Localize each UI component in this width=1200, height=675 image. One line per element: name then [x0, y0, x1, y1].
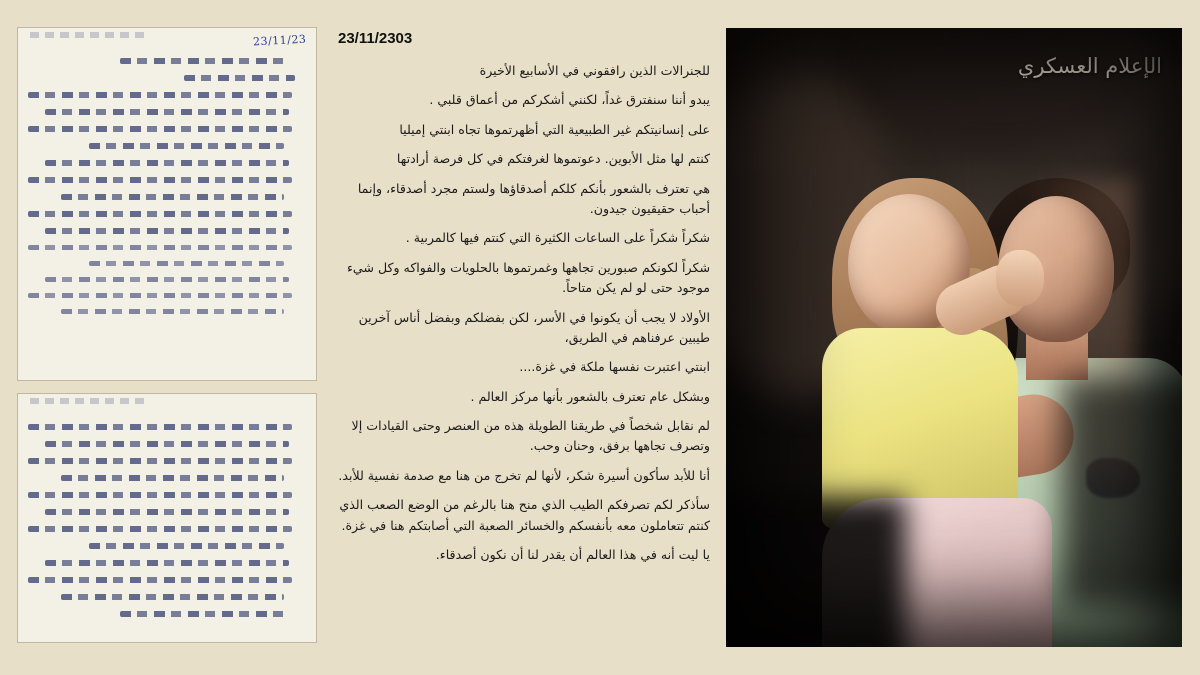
transcript-paragraph: شكراً شكراً على الساعات الكثيرة التي كنتم فيها كالمربية .	[405, 230, 710, 246]
handwriting-line	[45, 509, 290, 515]
page-header-scribble	[30, 32, 150, 38]
handwritten-letter-column	[18, 28, 316, 648]
transcript-date: 23/11/2303	[338, 30, 413, 47]
handwriting-line	[120, 611, 287, 617]
transcript-paragraph: هي تعترف بالشعور بأنكم كلكم أصدقاؤها ولستم مجرد أصدقاء، وإنما أحباب حقيقيون جيدون.	[357, 180, 710, 216]
transcript-paragraph: يا ليت أنه في هذا العالم أن يقدر لنا أن نكون أصدقاء.	[435, 547, 710, 563]
military-media-watermark: الإعلام العسكري	[1017, 54, 1162, 78]
handwriting-line	[61, 194, 283, 200]
handwriting-line	[28, 577, 292, 583]
handwriting-line	[28, 293, 292, 298]
handwritten-letter-page-2	[18, 394, 316, 642]
handwriting-line	[45, 441, 290, 447]
handwritten-date: 23/11/23	[252, 32, 307, 49]
letterbox-top	[0, 0, 1200, 18]
handwriting-line	[89, 143, 284, 149]
handwriting-line	[184, 75, 295, 81]
handwritten-letter-page-1	[18, 28, 316, 380]
transcript-paragraph: شكراً لكونكم صبورين تجاهها وغمرتموها بالحلويات والفواكه وكل شيء موجود حتى لو لم يكن متاحاً.	[346, 259, 710, 296]
transcript-paragraph: لم نقابل شخصاً في طريقنا الطويلة هذه من العنصر وحتى القيادات إلا وتصرف تجاهها برفق، وحنان وحب.	[351, 418, 710, 454]
transcript-paragraph: سأذكر لكم تصرفكم الطيب الذي منح هنا بالرغم من الوضع الصعب الذي كنتم تتعاملون معه بأنفسكم والخسائر الصعبة التي أصابتكم هنا في غزة.	[339, 497, 710, 533]
handwriting-line	[89, 261, 284, 266]
transcript-paragraph: وبشكل عام تعترف بالشعور بأنها مركز العالم .	[470, 388, 710, 404]
handwriting-line	[120, 58, 287, 64]
transcript-paragraph: على إنسانيتكم غير الطبيعية التي أظهرتموها تجاه ابنتي إميليا	[399, 121, 710, 137]
handwriting-line	[28, 526, 292, 532]
handwriting-line	[28, 424, 292, 430]
arabic-transcript	[338, 30, 710, 645]
transcript-paragraph: ابنتي اعتبرت نفسها ملكة في غزة....	[519, 359, 710, 375]
transcript-paragraph: أنا للأبد سأكون أسيرة شكر، لأنها لم تخرج من هنا مع صدمة نفسية للأبد.	[338, 467, 710, 483]
transcript-paragraph: يبدو أننا سنفترق غداً، لكنني أشكركم من أعماق قلبي .	[429, 92, 710, 108]
handwriting-line	[28, 245, 292, 250]
handwriting-line	[28, 92, 292, 98]
handwriting-line	[45, 228, 290, 234]
handwriting-line	[45, 109, 290, 115]
handwriting-lines	[28, 424, 306, 634]
page-1-description	[18, 28, 19, 29]
handwriting-line	[61, 475, 283, 481]
handwriting-line	[45, 160, 290, 166]
handwriting-lines	[28, 58, 306, 372]
handwriting-line	[28, 211, 292, 217]
transcript-paragraph: كنتم لها مثل الأبوين. دعوتموها لغرفتكم في كل فرصة أرادتها	[396, 151, 710, 167]
handwriting-line	[61, 309, 283, 314]
foreground-shadow	[1062, 377, 1182, 607]
photograph	[726, 28, 1182, 647]
handwriting-line	[45, 560, 290, 566]
handwriting-line	[89, 543, 284, 549]
handwriting-line	[61, 594, 283, 600]
handwriting-line	[45, 277, 290, 282]
transcript-paragraph: الأولاد لا يجب أن يكونوا في الأسر، لكن بفضلكم وبفضل أناس آخرين طيبين عرفناهم في الطريق،	[358, 309, 710, 345]
handwriting-line	[28, 126, 292, 132]
page-header-scribble	[30, 398, 150, 404]
transcript-paragraph: للجنرالات الذين رافقوني في الأسابيع الأخيرة	[479, 63, 710, 78]
handwriting-line	[28, 177, 292, 183]
handwriting-line	[28, 492, 292, 498]
page-2-description	[18, 394, 19, 395]
handwriting-line	[28, 458, 292, 464]
foreground-shadow	[726, 497, 906, 647]
